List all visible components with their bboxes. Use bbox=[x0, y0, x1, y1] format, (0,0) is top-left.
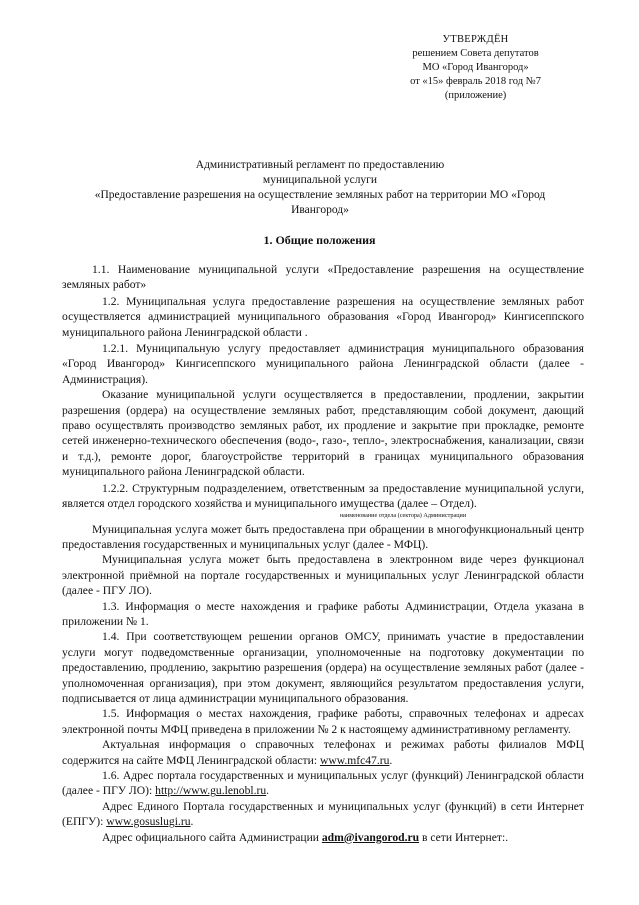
paragraph-official-site bbox=[62, 830, 584, 845]
paragraph-epgu bbox=[62, 799, 584, 830]
paragraph-1-2: 1.2. Муниципальная услуга предоставление разрешения на осуществление земляных работ осуществляется администрацией муниципального образования «Город Ивангород» Кингисеппского муниципального района Ленинградской области . bbox=[62, 294, 584, 339]
approval-title: УТВЕРЖДЁН bbox=[442, 34, 509, 45]
section-title: 1. Общие положения bbox=[263, 233, 376, 247]
heading-line: «Предоставление разрешения на осуществление земляных работ на территории МО «Город bbox=[94, 189, 546, 201]
field-caption: наименование отдела (сектора) Администрации bbox=[339, 511, 467, 519]
heading-line: муниципальной услуги bbox=[262, 174, 378, 186]
document-heading bbox=[60, 158, 580, 218]
paragraph-text: в сети Интернет:. bbox=[419, 830, 509, 844]
paragraph-1-6 bbox=[62, 768, 584, 799]
approval-note: (приложение) bbox=[444, 90, 507, 101]
mfc-site-link[interactable]: www.mfc47.ru bbox=[319, 753, 390, 767]
paragraph-1-2-1: 1.2.1. Муниципальную услугу предоставляет администрация муниципального образования «Город Ивангород» Кингисеппского муниципального района Ленинградской области (далее - Администрация). bbox=[62, 342, 584, 386]
approval-line: МО «Город Ивангород» bbox=[422, 62, 529, 73]
heading-line: Административный регламент по предоставлению bbox=[195, 159, 445, 171]
heading-line: Ивангород» bbox=[291, 204, 349, 216]
document-body bbox=[62, 262, 584, 845]
paragraph-service-description: Оказание муниципальной услуги осуществляется в предоставлении, продлении, закрытии разрешения (ордера) на осуществление земляных работ, представляющим собой документ, дающий право осуществлять производство земляных работ, их продление и закрытие при прокладке, ремонте сетей инженерно-технического обеспечения (водо-, газо-, тепло-, электроснабжения, канализации, связи и т.д.), ремонте дорог, благоустройстве территорий в границах муниципального образования муниципального района Ленинградской области. bbox=[62, 388, 584, 479]
paragraph-text: . bbox=[266, 784, 270, 798]
paragraph-1-2-2: 1.2.2. Структурным подразделением, ответственным за предоставление муниципальной услуги, является отдел городского хозяйства и муниципального имущества (далее – Отдел). bbox=[62, 481, 584, 511]
paragraph-1-5: 1.5. Информация о местах нахождения, графике работы, справочных телефонах и адресах электронной почты МФЦ приведена в приложении № 2 к настоящему административному регламенту. bbox=[62, 707, 584, 736]
paragraph-electronic: Муниципальная услуга может быть предоставлена в электронном виде через функционал электронной приёмной на портале государственных и муниципальных услуг Ленинградской области (далее - ПГУ ЛО). bbox=[62, 553, 584, 598]
pgu-lo-link[interactable]: http://www.gu.lenobl.ru bbox=[155, 784, 267, 798]
approval-line: решением Совета депутатов bbox=[412, 48, 539, 59]
paragraph-text: . bbox=[190, 815, 194, 829]
paragraph-1-1: 1.1. Наименование муниципальной услуги «Предоставление разрешения на осуществление земляных работ» bbox=[62, 263, 584, 292]
paragraph-text: Адрес Единого Портала государственных и муниципальных услуг (функций) в сети Интернет (ЕПГУ): bbox=[62, 799, 584, 829]
gosuslugi-link[interactable]: www.gosuslugi.ru bbox=[106, 815, 191, 829]
approval-date: от «15» февраль 2018 год №7 bbox=[410, 76, 541, 87]
paragraph-1-3: 1.3. Информация о месте нахождения и графике работы Администрации, Отдела указана в приложении № 1. bbox=[62, 599, 584, 628]
paragraph-text: . bbox=[389, 753, 393, 767]
paragraph-text: Актуальная информация о справочных телефонах и режимах работы филиалов МФЦ содержится на сайте МФЦ Ленинградской области: bbox=[62, 738, 584, 767]
paragraph-text: 1.6. Адрес портала государственных и муниципальных услуг (функций) Ленинградской области (далее - ПГУ ЛО): bbox=[62, 769, 584, 798]
paragraph-1-4: 1.4. При соответствующем решении органов ОМСУ, принимать участие в предоставлении услуги могут подведомственные организации, уполномоченные на подготовку документации по предоставлению, продлению, закрытию разрешения (ордера) на осуществление земляных работ (далее - уполномоченная организация), при этом документ, являющийся результатом предоставления услуги, подписывается от лица администрации муниципального образования. bbox=[62, 630, 584, 705]
approval-stamp bbox=[410, 33, 541, 103]
paragraph-actual-info bbox=[62, 737, 584, 768]
admin-email-link[interactable]: adm@ivangorod.ru bbox=[321, 830, 420, 844]
paragraph-mfc: Муниципальная услуга может быть предоставлена при обращении в многофункциональный центр предоставления государственных и муниципальных услуг (далее - МФЦ). bbox=[62, 522, 584, 551]
paragraph-text: Адрес официального сайта Администрации bbox=[102, 830, 322, 844]
